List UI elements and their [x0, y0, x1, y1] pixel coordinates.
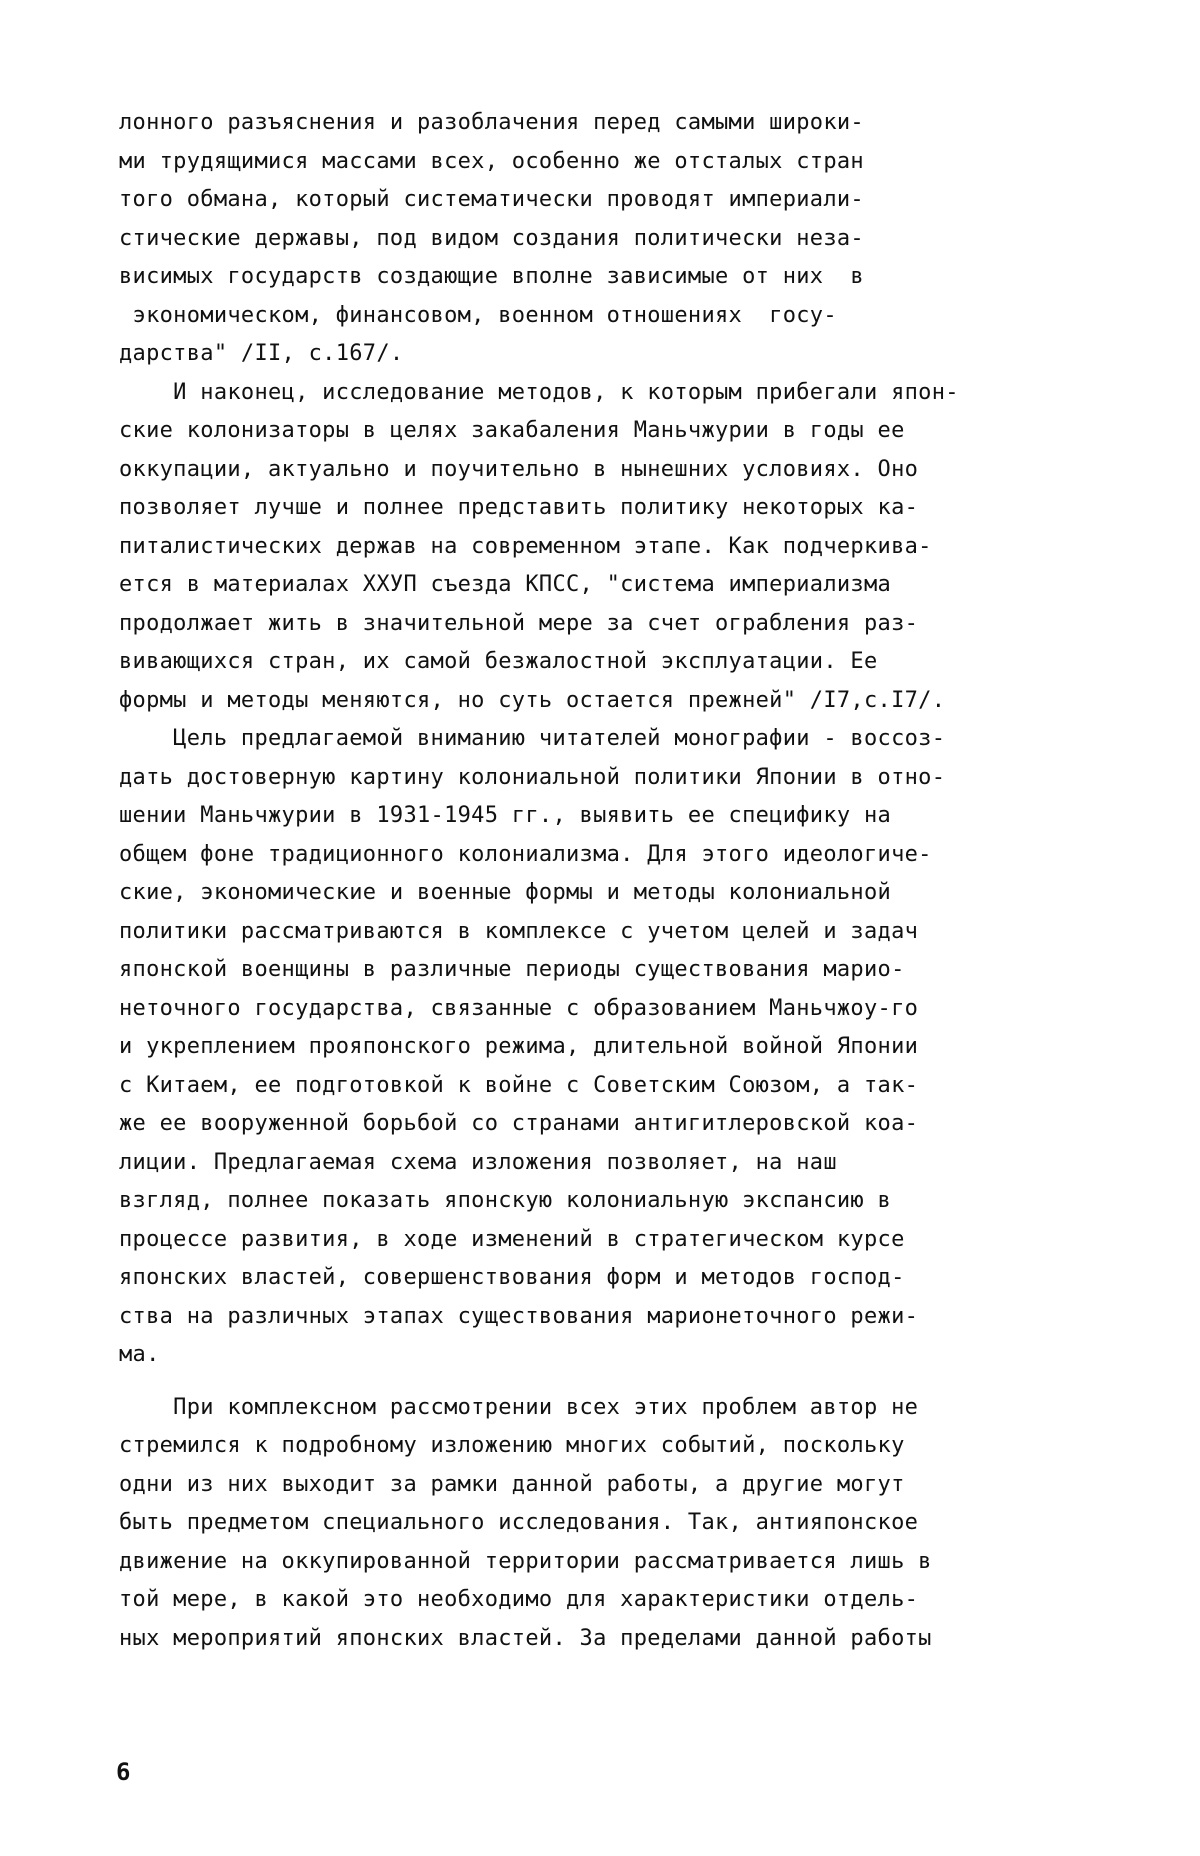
text-line: И наконец, исследование методов, к которым прибегали япон-: [119, 379, 959, 405]
text-line: общем фоне традиционного колониализма. Для этого идеологиче-: [119, 841, 932, 867]
text-line: ется в материалах ХХУП съезда КПСС, "система империализма: [119, 572, 892, 597]
text-line: лонного разъяснения и разоблачения перед самыми широки-: [119, 110, 864, 135]
text-line: экономическом, финансовом, военном отношениях госу-: [119, 302, 837, 328]
text-line: того обмана, который систематически проводят империали-: [119, 187, 864, 212]
text-line: дарства" /II, с.167/.: [119, 341, 404, 366]
text-line: взгляд, полнее показать японскую колониальную экспансию в: [119, 1188, 892, 1213]
paragraph-1: [119, 104, 1099, 374]
text-line: шении Маньчжурии в 1931-1945 гг., выявить ее специфику на: [119, 803, 892, 828]
text-line: ские, экономические и военные формы и методы колониальной: [119, 880, 892, 905]
text-line: позволяет лучше и полнее представить политику некоторых ка-: [119, 495, 919, 520]
text-line: стремился к подробному изложению многих событий, поскольку: [119, 1433, 905, 1458]
text-line: одни из них выходит за рамки данной работы, а другие могут: [119, 1471, 905, 1497]
text-line: движение на оккупированной территории рассматривается лишь в: [119, 1548, 932, 1574]
text-line: ства на различных этапах существования марионеточного режи-: [119, 1303, 919, 1329]
text-line: политики рассматриваются в комплексе с учетом целей и задач: [119, 918, 919, 944]
text-line: же ее вооруженной борьбой со странами антигитлеровской коа-: [119, 1111, 919, 1136]
text-line: При комплексном рассмотрении всех этих проблем автор не: [119, 1394, 919, 1420]
text-line: Цель предлагаемой вниманию читателей монографии - воссоз-: [119, 726, 946, 751]
text-line: вивающихся стран, их самой безжалостной эксплуатации. Ее: [119, 649, 878, 674]
text-line: той мере, в какой это необходимо для характеристики отдель-: [119, 1587, 919, 1612]
paragraph-3: [119, 720, 1099, 1375]
text-line: питалистических держав на современном этапе. Как подчеркива-: [119, 533, 932, 559]
body-text: [119, 104, 1099, 1658]
text-line: продолжает жить в значительной мере за счет ограбления раз-: [119, 610, 919, 636]
paragraph-2: [119, 374, 1099, 721]
paragraph-spacer: [119, 1375, 1099, 1389]
text-line: и укреплением прояпонского режима, длительной войной Японии: [119, 1034, 919, 1059]
text-line: ские колонизаторы в целях закабаления Маньчжурии в годы ее: [119, 418, 905, 443]
text-line: лиции. Предлагаемая схема изложения позволяет, на наш: [119, 1149, 837, 1175]
text-line: оккупации, актуально и поучительно в нынешних условиях. Оно: [119, 456, 919, 482]
text-line: процессе развития, в ходе изменений в стратегическом курсе: [119, 1226, 905, 1252]
text-line: с Китаем, ее подготовкой к войне с Советским Союзом, а так-: [119, 1072, 919, 1098]
paragraph-4: [119, 1389, 1099, 1659]
text-line: стические державы, под видом создания политически неза-: [119, 225, 864, 251]
text-line: дать достоверную картину колониальной политики Японии в отно-: [119, 764, 946, 790]
page-number: 6: [116, 1758, 131, 1786]
text-line: ми трудящимися массами всех, особенно же отсталых стран: [119, 148, 864, 174]
text-line: японской военщины в различные периоды существования марио-: [119, 957, 905, 982]
text-line: японских властей, совершенствования форм и методов господ-: [119, 1265, 905, 1290]
text-line: неточного государства, связанные с образованием Маньчжоу-го: [119, 995, 919, 1021]
text-line: формы и методы меняются, но суть остается прежней" /I7,с.I7/.: [119, 687, 946, 713]
text-line: ных мероприятий японских властей. За пределами данной работы: [119, 1625, 932, 1651]
text-line: висимых государств создающие вполне зависимые от них в: [119, 264, 864, 289]
text-line: ма.: [119, 1342, 160, 1367]
text-line: быть предметом специального исследования. Так, антияпонское: [119, 1510, 919, 1535]
